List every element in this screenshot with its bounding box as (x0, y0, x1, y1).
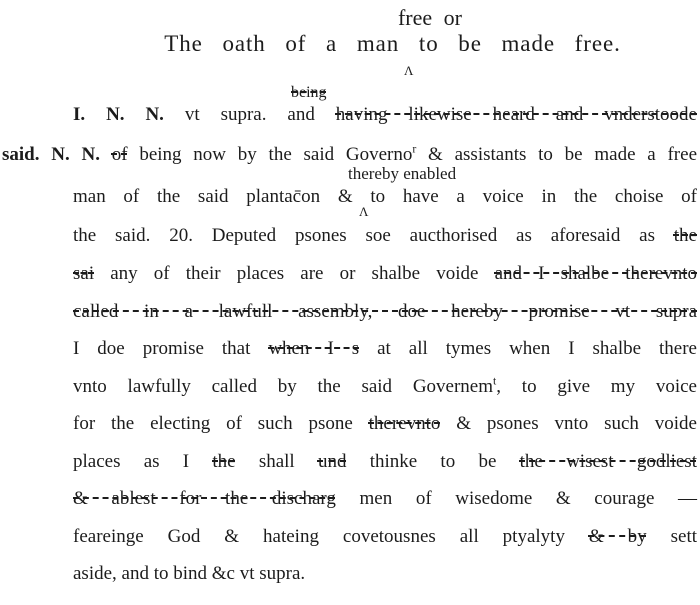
text-segment: vt supra. and (163, 104, 336, 125)
text-line (2, 143, 697, 166)
text-segment: the (212, 451, 236, 472)
text-line (73, 337, 697, 360)
text-segment: r (412, 142, 417, 156)
text-segment: man of the said plantac̄on & to have a voice in the choise of (73, 186, 697, 207)
text-line (73, 487, 697, 510)
text-segment: feareinge God & hateing covetousnes all ptyalyty (73, 526, 589, 547)
text-line (73, 224, 697, 247)
text-line (73, 262, 697, 285)
text-segment: & psones vnto such voide (440, 413, 697, 434)
text-segment: having likewise heard and vnderstoode (335, 104, 697, 125)
text-segment: sett (646, 526, 698, 547)
page-title: The oath of a man to be made free. (164, 31, 621, 56)
text-segment: I doe promise that (73, 338, 269, 359)
text-segment: at all tymes when I shalbe there (359, 338, 697, 359)
text-segment: being now by the said Governo (127, 144, 413, 165)
text-segment: called in a lawfull assembly, doe hereby promise vt supra (73, 301, 697, 322)
text-segment: I. N. N. (73, 104, 164, 125)
interline-insertion-being: being (291, 84, 327, 101)
title-line-free-or: free or (397, 5, 462, 30)
text-segment: vnto lawfully called by the said Governem (73, 376, 494, 397)
text-line (73, 185, 697, 208)
text-segment: when I s (268, 338, 360, 359)
text-line (73, 103, 697, 126)
text-segment: and I shalbe therevnto (494, 263, 697, 284)
text-segment: the said. 20. Deputed psones soe aucthorised as aforesaid as (73, 225, 674, 246)
text-segment: thinke to be (346, 451, 520, 472)
text-segment: N. N. (39, 144, 112, 165)
text-segment: said. (2, 144, 40, 165)
text-segment: und (317, 451, 347, 472)
text-segment: places as I (73, 451, 213, 472)
text-segment: & assistants to be made a free (416, 144, 697, 165)
text-line (73, 525, 697, 548)
interline-insertion-thereby-enabled: thereby enabled (348, 164, 457, 183)
text-segment: shall (235, 451, 318, 472)
text-line (73, 562, 697, 585)
text-segment: & by (588, 526, 647, 547)
text-segment: the (673, 225, 697, 246)
insertion-caret-icon: Λ (404, 63, 414, 78)
text-segment: therevnto (368, 413, 441, 434)
text-segment: sai (73, 263, 95, 284)
text-segment: aside, and to bind &c vt supra. (73, 563, 306, 584)
insertion-caret-icon: Λ (359, 204, 369, 219)
text-segment: t (493, 374, 497, 388)
text-segment: of (111, 144, 128, 165)
text-line (73, 450, 697, 473)
text-segment: men of wisedome & courage — (335, 488, 697, 509)
text-segment: any of their places are or shalbe voide (94, 263, 495, 284)
text-segment: for the electing of such psone (73, 413, 369, 434)
text-line (73, 300, 697, 323)
text-segment: & ablest for the discharg (73, 488, 336, 509)
text-line (73, 375, 697, 398)
text-line (73, 412, 697, 435)
text-segment: the wisest godliest (519, 451, 697, 472)
text-segment: , to give my voice (496, 376, 697, 397)
